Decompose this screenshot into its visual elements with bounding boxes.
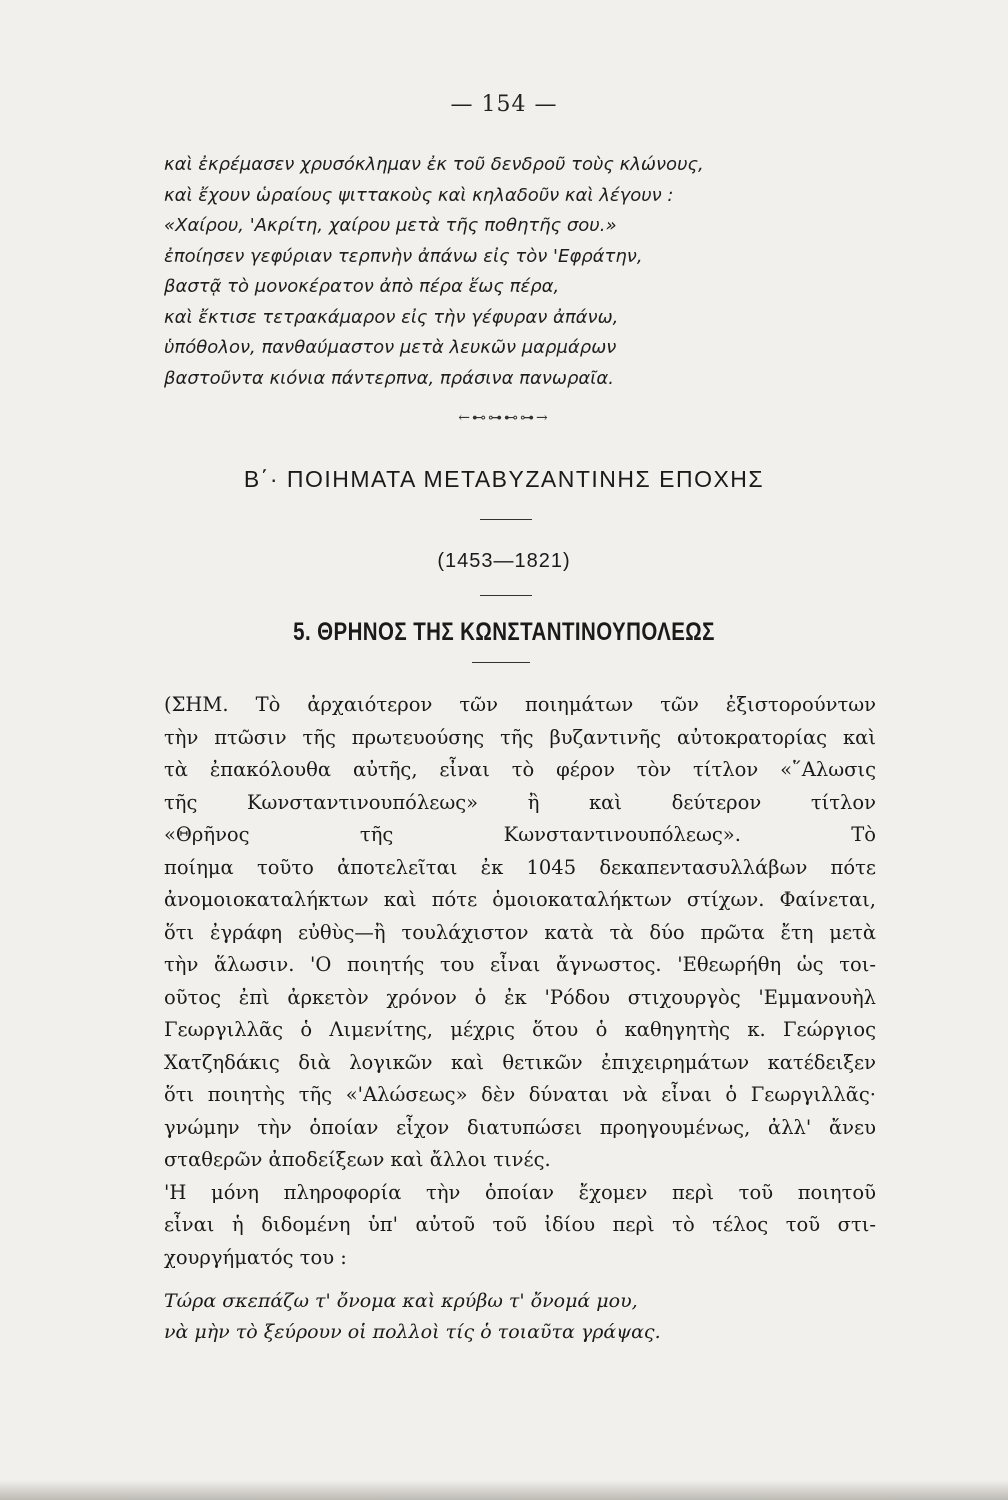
note-text: ὅτι ἐγράφη εὐθὺς—ἢ τουλάχιστον κατὰ τὰ δύο πρῶτα ἔτη μετὰ	[164, 920, 876, 944]
note-line	[164, 852, 876, 885]
note-line	[164, 1047, 876, 1080]
note-text: γνώμην τὴν ὁποίαν εἶχον διατυπώσει προηγουμένως, ἀλλ' ἄνευ	[164, 1115, 876, 1139]
note-text: τὰ ἐπακόλουθα αὐτῆς, εἶναι τὸ φέρον τὸν τίτλον «῞Αλωσις	[164, 758, 876, 781]
poem-line: καὶ ἐκρέμασεν χρυσόκλημαν ἐκ τοῦ δενδροῦ τοὺς κλώνους,	[164, 154, 704, 175]
poem-line: καὶ ἔκτισε τετρακάμαρον εἰς τὴν γέφυραν ἀπάνω,	[164, 306, 619, 328]
note-line	[164, 787, 876, 820]
note-text: χουργήματός του :	[164, 1245, 347, 1269]
heading-divider	[480, 519, 532, 520]
poem-line: ὑπόθολον, πανθαύμαστον μετὰ λευκῶν μαρμάρων	[164, 337, 617, 358]
note-text: ἀνομοιοκαταλήκτων καὶ πότε ὁμοιοκαταλήκτων στίχων. Φαίνεται,	[164, 888, 876, 911]
date-range: (1453—1821)	[437, 550, 571, 572]
note-line	[164, 982, 876, 1015]
note-text: ὅτι ποιητὴς τῆς «'Αλώσεως» δὲν δύναται νὰ εἶναι ὁ Γεωργιλλᾶς·	[164, 1083, 876, 1106]
section-ornament: ←⊷⊶⊷⊶→	[458, 410, 550, 426]
note-line	[164, 1209, 876, 1242]
note-line	[164, 949, 876, 982]
poem-line: βαστᾷ τὸ μονοκέρατον ἀπὸ πέρα ἕως πέρα,	[164, 276, 560, 297]
note-line	[164, 1079, 876, 1112]
note-text: (ΣΗΜ. Τὸ ἀρχαιότερον τῶν ποιημάτων τῶν ἐξιστορούντων	[164, 693, 876, 716]
note-line	[164, 689, 876, 722]
note-line	[164, 754, 876, 787]
note-text: εἶναι ἡ διδομένη ὑπ' αὐτοῦ τοῦ ἰδίου περὶ τὸ τέλος τοῦ στι-	[164, 1213, 876, 1236]
quote-line: νὰ μὴν τὸ ξεύρουν οἱ πολλοὶ τίς ὁ τοιαῦτα γράψας.	[164, 1321, 661, 1343]
note-text: οῦτος ἐπὶ ἀρκετὸν χρόνον ὁ ἐκ 'Ρόδου στιχουργὸς 'Εμμανουὴλ	[164, 985, 876, 1009]
note-line	[164, 722, 876, 755]
note-line	[164, 884, 876, 917]
note-line	[164, 917, 876, 950]
poem-line: καὶ ἔχουν ὡραίους ψιττακοὺς καὶ κηλαδοῦν καὶ λέγουν :	[164, 184, 674, 206]
note-text: τὴν ἅλωσιν. 'Ο ποιητής του εἶναι ἄγνωστος. 'Εθεωρήθη ὡς τοι-	[164, 953, 876, 976]
quote-line: Τώρα σκεπάζω τ' ὄνομα καὶ κρύβω τ' ὄνομά μου,	[164, 1290, 638, 1312]
page-edge-shadow	[0, 1480, 1008, 1500]
section-heading: Β΄· ΠΟΙΗΜΑΤΑ ΜΕΤΑΒΥΖΑΝΤΙΝΗΣ ΕΠΟΧΗΣ	[243, 466, 765, 492]
title-divider	[472, 662, 530, 663]
note-line	[164, 1014, 876, 1047]
editorial-note	[164, 689, 876, 1274]
poem-line: ἐποίησεν γεφύριαν τερπνὴν ἀπάνω εἰς τὸν 'Εφράτην,	[164, 245, 643, 267]
note-line	[164, 1112, 876, 1145]
date-divider	[480, 595, 532, 596]
note-line	[164, 1242, 876, 1275]
poem-line: βαστοῦντα κιόνια πάντερπνα, πράσινα πανωραῖα.	[164, 367, 614, 389]
poem-title: 5. ΘΡΗΝΟΣ ΤΗΣ ΚΩΝΣΤΑΝΤΙΝΟΥΠΟΛΕΩΣ	[293, 618, 715, 646]
note-text: Γεωργιλλᾶς ὁ Λιμενίτης, μέχρις ὅτου ὁ καθηγητὴς κ. Γεώργιος	[164, 1018, 876, 1041]
verse-quote	[164, 1286, 884, 1348]
note-line	[164, 1177, 876, 1210]
poem-excerpt	[164, 150, 884, 394]
note-text: τὴν πτῶσιν τῆς πρωτευούσης τῆς βυζαντινῆς αὐτοκρατορίας καὶ	[164, 725, 876, 749]
note-line	[164, 1144, 876, 1177]
note-line	[164, 819, 876, 852]
note-text: 'Η μόνη πληροφορία τὴν ὁποίαν ἔχομεν περὶ τοῦ ποιητοῦ	[164, 1180, 876, 1204]
note-text: σταθερῶν ἀποδείξεων καὶ ἄλλοι τινές.	[164, 1148, 551, 1171]
page-number: — 154 —	[450, 92, 558, 117]
note-text: τῆς Κωνσταντινουπόλεως» ἢ καὶ δεύτερον τίτλον	[164, 790, 876, 814]
note-text: ποίημα τοῦτο ἀποτελεῖται ἐκ 1045 δεκαπεντασυλλάβων πότε	[164, 855, 876, 879]
note-text: «Θρῆνος τῆς Κωνσταντινουπόλεως». Τὸ	[164, 823, 876, 846]
poem-line: «Χαίρου, 'Ακρίτη, χαίρου μετὰ τῆς ποθητῆς σου.»	[164, 215, 617, 236]
note-text: Χατζηδάκις διὰ λογικῶν καὶ θετικῶν ἐπιχειρημάτων κατέδειξεν	[164, 1050, 876, 1074]
